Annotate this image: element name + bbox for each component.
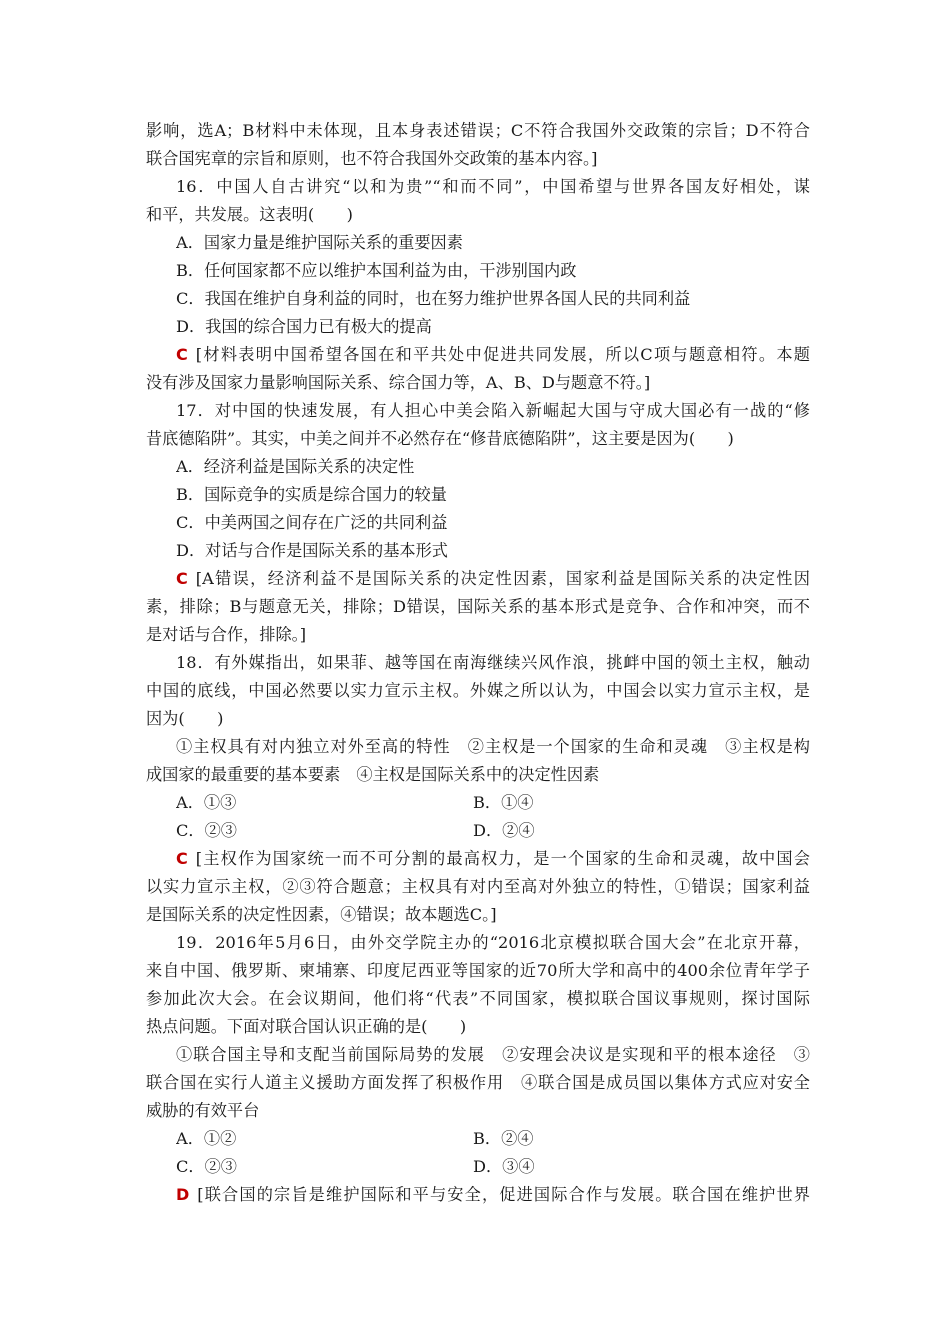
question-19-items: ①联合国主导和支配当前国际局势的发展 ②安理会决议是实现和平的根本途径 ③ [176,1045,810,1064]
answer-letter: C [176,849,188,868]
question-16-option-b: B．任何国家都不应以维护本国利益为由，干涉别国内政 [176,261,577,280]
prev-explanation-line: 联合国宪章的宗旨和原则，也不符合我国外交政策的基本内容。] [146,149,598,168]
question-18-option-d: D．②④ [473,821,535,840]
question-18-explanation: 是国际关系的决定性因素，④错误；故本题选C。] [146,905,497,924]
answer-letter: C [176,345,188,364]
question-16-stem: 16．中国人自古讲究“以和为贵”“和而不同”，中国希望与世界各国友好相处，谋 [176,177,810,196]
question-18-option-b: B．①④ [473,793,534,812]
question-19-option-d: D．③④ [473,1157,535,1176]
question-17-explanation: 是对话与合作，排除。] [146,625,307,644]
question-19-stem: 热点问题。下面对联合国认识正确的是( ) [146,1017,467,1036]
question-17-stem: 昔底德陷阱”。其实，中美之间并不必然存在“修昔底德陷阱”，这主要是因为( ) [146,429,734,448]
answer-letter: C [176,569,188,588]
question-19-option-c: C．②③ [176,1157,237,1176]
question-19-stem: 19．2016年5月6日，由外交学院主办的“2016北京模拟联合国大会”在北京开幕， [176,933,810,952]
question-17-option-c: C．中美两国之间存在广泛的共同利益 [176,513,448,532]
explanation-text: [材料表明中国希望各国在和平共处中促进共同发展，所以C项与题意相符。本题 [195,345,810,364]
question-18-stem: 中国的底线，中国必然要以实力宣示主权。外媒之所以认为，中国会以实力宣示主权，是 [146,681,810,700]
question-18-stem: 18．有外媒指出，如果菲、越等国在南海继续兴风作浪，挑衅中国的领土主权，触动 [176,653,810,672]
question-19-option-b: B．②④ [473,1129,534,1148]
question-17-explanation: 素，排除；B与题意无关，排除；D错误，国际关系的基本形式是竞争、合作和冲突，而不 [146,597,810,616]
question-16-option-a: A．国家力量是维护国际关系的重要因素 [176,233,463,252]
question-16-option-d: D．我国的综合国力已有极大的提高 [176,317,432,336]
explanation-text: [主权作为国家统一而不可分割的最高权力，是一个国家的生命和灵魂，故中国会 [195,849,810,868]
question-18-stem: 因为( ) [146,709,224,728]
question-16-explanation: 没有涉及国家力量影响国际关系、综合国力等，A、B、D与题意不符。] [146,373,651,392]
question-16-stem: 和平，共发展。这表明( ) [146,205,353,224]
question-18-option-a: A．①③ [176,793,237,812]
question-19-stem: 参加此次大会。在会议期间，他们将“代表”不同国家，模拟联合国议事规则，探讨国际 [146,989,810,1008]
question-18-explanation [176,845,810,873]
question-17-option-b: B．国际竞争的实质是综合国力的较量 [176,485,447,504]
explanation-text: [A错误，经济利益不是国际关系的决定性因素，国家利益是国际关系的决定性因 [195,569,810,588]
question-19-option-a: A．①② [176,1129,237,1148]
question-17-option-a: A．经济利益是国际关系的决定性 [176,457,415,476]
question-19-explanation [176,1181,810,1209]
question-17-stem: 17．对中国的快速发展，有人担心中美会陷入新崛起大国与守成大国必有一战的“修 [176,401,810,420]
question-18-option-c: C．②③ [176,821,237,840]
question-18-explanation: 以实力宣示主权，②③符合题意；主权具有对内至高对外独立的特性，①错误；国家利益 [146,877,810,896]
prev-explanation-line: 影响，选A；B材料中未体现，且本身表述错误；C不符合我国外交政策的宗旨；D不符合 [146,121,810,140]
answer-letter: D [176,1185,190,1204]
question-17-option-d: D．对话与合作是国际关系的基本形式 [176,541,448,560]
question-19-items: 联合国在实行人道主义援助方面发挥了积极作用 ④联合国是成员国以集体方式应对安全 [146,1073,810,1092]
question-17-explanation [176,565,810,593]
question-18-items: ①主权具有对内独立对外至高的特性 ②主权是一个国家的生命和灵魂 ③主权是构 [176,737,810,756]
explanation-text: [联合国的宗旨是维护国际和平与安全，促进国际合作与发展。联合国在维护世界 [197,1185,810,1204]
question-19-stem: 来自中国、俄罗斯、柬埔寨、印度尼西亚等国家的近70所大学和高中的400余位青年学子 [146,961,810,980]
question-16-explanation [176,341,810,369]
question-19-items: 威胁的有效平台 [146,1101,260,1120]
question-16-option-c: C．我国在维护自身利益的同时，也在努力维护世界各国人民的共同利益 [176,289,691,308]
question-18-items: 成国家的最重要的基本要素 ④主权是国际关系中的决定性因素 [146,765,600,784]
